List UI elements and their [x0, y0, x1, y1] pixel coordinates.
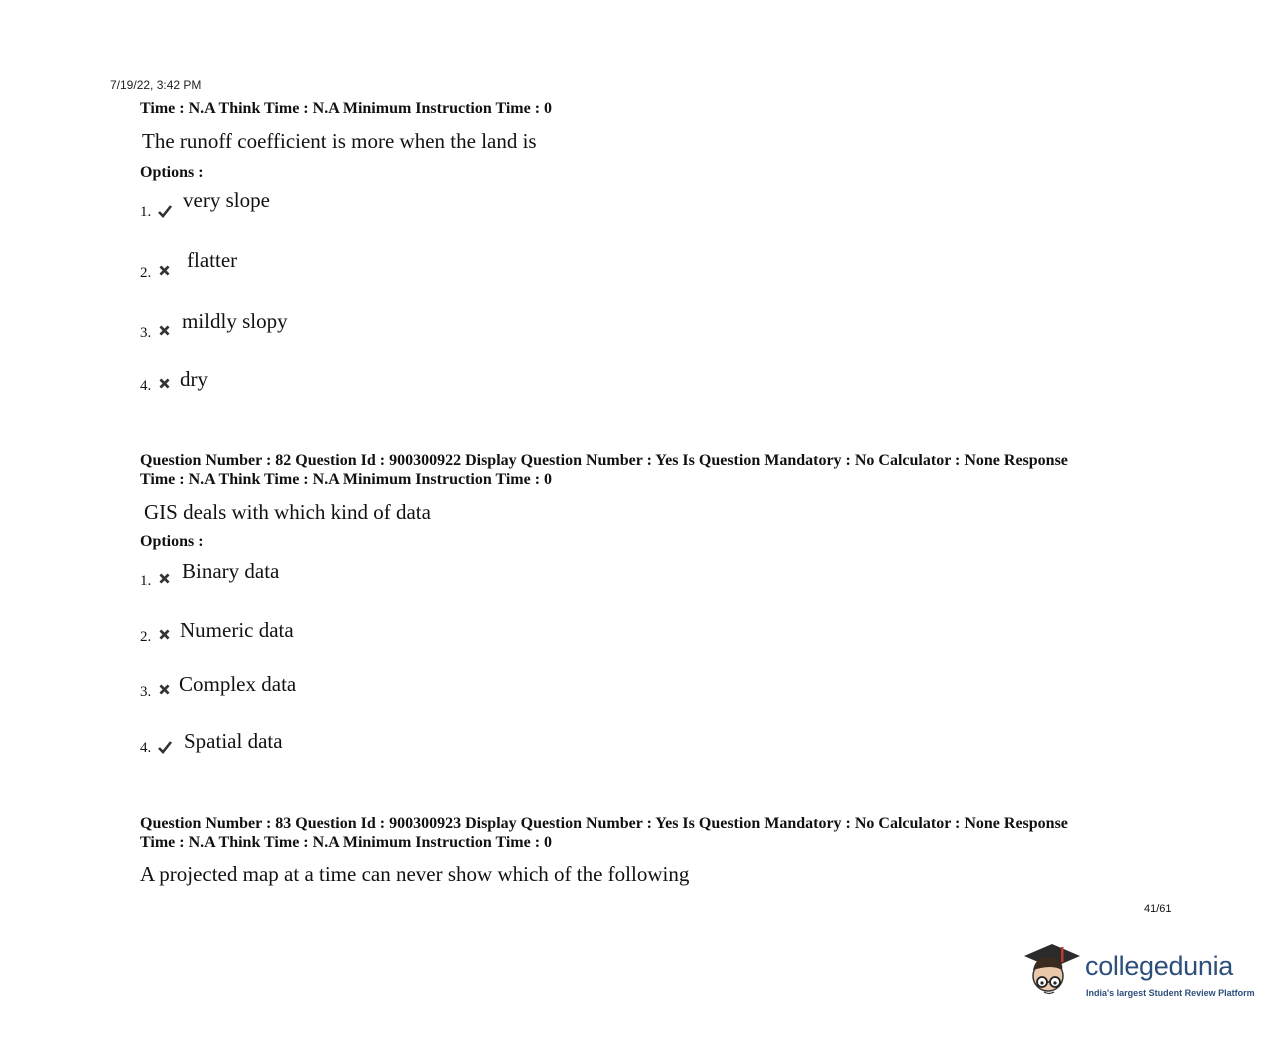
q81-option-4-text: dry [180, 367, 208, 391]
q81-option-2-number: 2. [140, 265, 152, 281]
q82-option-4-number: 4. [140, 740, 152, 756]
brand-tagline: India's largest Student Review Platform [1086, 988, 1255, 998]
q81-option-3-number: 3. [140, 325, 152, 341]
cross-icon [158, 572, 171, 585]
q82-meta-line-1: Question Number : 82 Question Id : 900300922 Display Question Number : Yes Is Question Mandatory : No Calculator : None Response [140, 452, 1068, 469]
q82-option-2-number: 2. [140, 629, 152, 645]
cross-icon [158, 628, 171, 641]
cross-icon [158, 377, 171, 390]
cross-icon [158, 683, 171, 696]
q81-meta-line: Time : N.A Think Time : N.A Minimum Instruction Time : 0 [140, 100, 553, 117]
collegedunia-mascot-logo [1024, 940, 1084, 1010]
q82-option-1-number: 1. [140, 573, 152, 589]
q81-option-4-number: 4. [140, 378, 152, 394]
q82-option-4-text: Spatial data [184, 729, 283, 753]
q81-option-1-text: very slope [183, 188, 270, 212]
print-timestamp: 7/19/22, 3:42 PM [110, 78, 202, 92]
q82-option-2-text: Numeric data [180, 618, 294, 642]
q82-option-3-text: Complex data [179, 672, 297, 696]
q83-meta-line-1: Question Number : 83 Question Id : 900300923 Display Question Number : Yes Is Question Mandatory : No Calculator : None Response [140, 815, 1068, 832]
q82-option-3-number: 3. [140, 684, 152, 700]
q82-option-1-text: Binary data [182, 559, 280, 583]
q83-meta-line-2: Time : N.A Think Time : N.A Minimum Instruction Time : 0 [140, 834, 553, 851]
cross-icon [158, 324, 171, 337]
check-icon [157, 739, 173, 755]
q81-option-1-number: 1. [140, 204, 152, 220]
check-icon [157, 203, 173, 219]
page-number: 41/61 [1144, 903, 1172, 915]
q81-option-2-text: flatter [187, 248, 238, 272]
cross-icon [158, 264, 171, 277]
q81-option-3-text: mildly slopy [182, 309, 288, 333]
q81-options-label: Options : [140, 164, 204, 181]
q83-question-text: A projected map at a time can never show which of the following [140, 862, 690, 886]
q82-question-text: GIS deals with which kind of data [144, 500, 431, 524]
q81-question-text: The runoff coefficient is more when the land is [142, 129, 537, 153]
q82-options-label: Options : [140, 533, 204, 550]
brand-name: collegedunia [1085, 951, 1234, 981]
q82-meta-line-2: Time : N.A Think Time : N.A Minimum Instruction Time : 0 [140, 471, 553, 488]
